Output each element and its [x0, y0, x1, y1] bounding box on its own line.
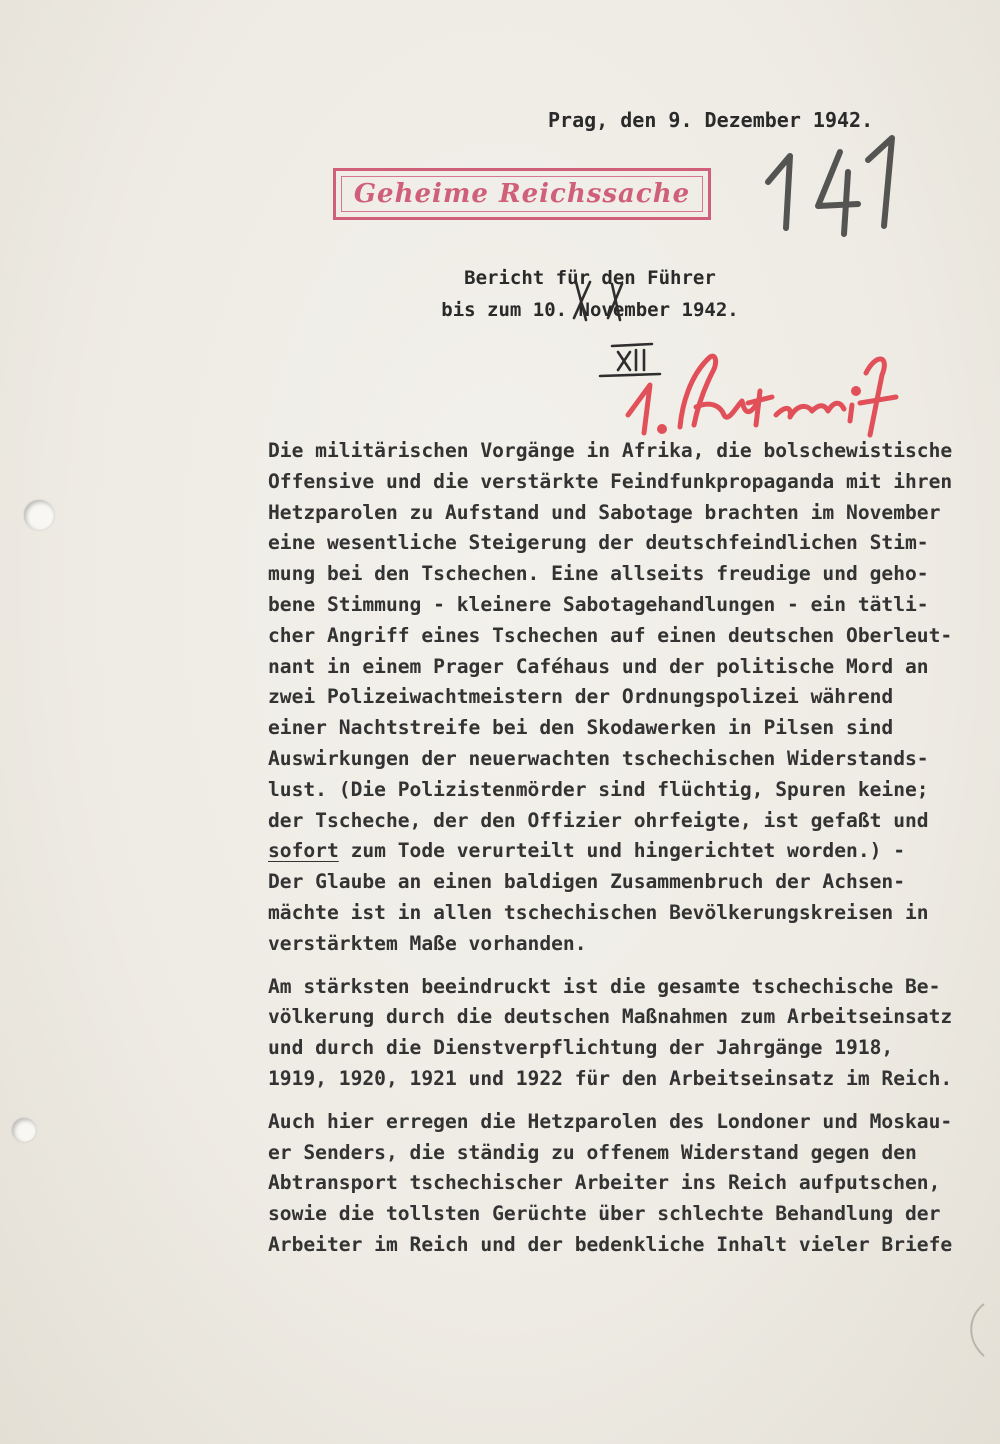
text-line: Arbeiter im Reich und der bedenkliche Inhalt vieler Briefe: [268, 1232, 953, 1256]
red-stroke-5: [776, 403, 844, 417]
text-line: einer Nachtstreife bei den Skodawerken in Pilsen sind: [268, 716, 894, 740]
text-line: Hetzparolen zu Aufstand und Sabotage brachten im November: [268, 500, 941, 524]
text-line: Offensive und die verstärkte Feindfunkpropaganda mit ihren: [268, 469, 953, 493]
text-line: eine wesentliche Steigerung der deutschfeindlichen Stim-: [268, 531, 929, 555]
text-line: Die militärischen Vorgänge in Afrika, die bolschewistische: [268, 439, 953, 462]
red-stroke-8: [860, 397, 896, 403]
report-body: [268, 436, 1000, 1273]
date-line: Prag, den 9. Dezember 1942.: [548, 108, 874, 132]
text-line: Abtransport tschechischer Arbeiter ins Reich aufputschen,: [268, 1171, 941, 1195]
pencil-stroke-1: [768, 156, 790, 228]
text-line: Auswirkungen der neuerwachten tschechischen Widerstands-: [268, 746, 929, 770]
strike-stroke-4: [608, 284, 622, 318]
text-line: verstärktem Maße vorhanden.: [268, 931, 587, 955]
text-line: und durch die Dienstverpflichtung der Jahrgänge 1918,: [268, 1036, 894, 1060]
pencil-folio-number: [760, 130, 910, 240]
text-line: Am stärksten beeindruckt ist die gesamte tschechische Be-: [268, 974, 941, 998]
pencil-stroke-1b: [868, 138, 892, 226]
punch-hole-top: [24, 500, 54, 530]
text-line: 1919, 1920, 1921 und 1922 für den Arbeitseinsatz im Reich.: [268, 1066, 953, 1090]
text-line: zwei Polizeiwachtmeistern der Ordnungspolizei während: [268, 685, 894, 709]
red-pencil-annotation: [620, 345, 910, 440]
punch-hole-bottom: [12, 1118, 36, 1142]
secret-stamp: [333, 168, 711, 220]
red-dot-2: [854, 389, 859, 394]
heading-line-1: Bericht für den Führer: [464, 267, 716, 289]
text-line: mächte ist in allen tschechischen Bevölkerungskreisen in: [268, 900, 929, 924]
pencil-stroke-4a: [818, 152, 858, 206]
paragraph-3: [268, 1107, 1000, 1261]
text-line: Der Glaube an einen baldigen Zusammenbruch der Achsen-: [268, 870, 906, 894]
text-line-underlined: sofort zum Tode verurteilt und hingerichtet worden.) -: [268, 839, 906, 863]
red-dot: [660, 427, 665, 432]
text-line: bene Stimmung - kleinere Sabotagehandlungen - ein tätli-: [268, 592, 929, 616]
stamp-text: Geheime Reichssache: [353, 179, 691, 209]
text-line: nant in einem Prager Caféhaus und der politische Mord an: [268, 654, 929, 678]
paragraph-2: [268, 972, 1000, 1095]
paragraph-1: [268, 436, 1000, 960]
text-line: der Tscheche, der den Offizier ohrfeigte, ist gefaßt und: [268, 808, 929, 832]
text-line: cher Angriff eines Tschechen auf einen deutschen Oberleut-: [268, 623, 953, 647]
text-line: völkerung durch die deutschen Maßnahmen zum Arbeitseinsatz: [268, 1005, 953, 1029]
pencil-stroke-4b: [844, 172, 848, 234]
red-stroke-6: [850, 405, 852, 421]
red-stroke-2: [680, 356, 716, 427]
heading-line-2: bis zum 10. November 1942.: [441, 299, 739, 321]
page-edge-mark: [958, 1300, 988, 1360]
text-line: Auch hier erregen die Hetzparolen des Londoner und Moskau-: [268, 1109, 953, 1133]
text-line: lust. (Die Polizistenmörder sind flüchtig, Spuren keine;: [268, 777, 929, 801]
text-line: sowie die tollsten Gerüchte über schlechte Behandlung der: [268, 1202, 941, 1226]
text-line: er Senders, die ständig zu offenem Widerstand gegen den: [268, 1140, 917, 1164]
red-stroke-1: [628, 385, 650, 433]
text-line: mung bei den Tschechen. Eine allseits freudige und geho-: [268, 562, 929, 586]
underlined-word: sofort: [268, 839, 339, 863]
